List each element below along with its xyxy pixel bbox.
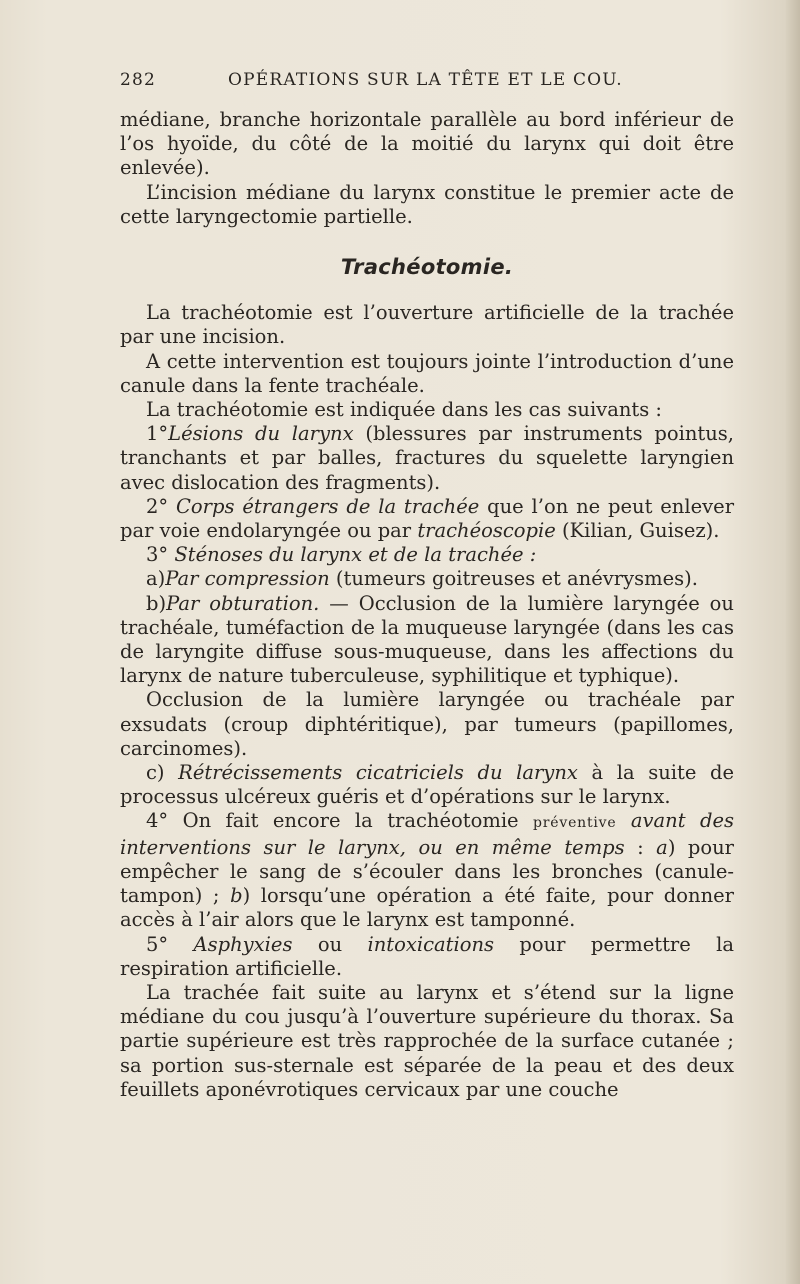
paragraph: La trachée fait suite au larynx et s’étend sur la ligne médiane du cou jusqu’à l’ouverture supérieure du thorax. Sa partie supérieure est très rapprochée de la surface cutanée ; sa portion sus-sternale est séparée de la peau et des deux feuillets aponévrotiques cervicaux par une couche <box>120 980 734 1101</box>
running-title: OPÉRATIONS SUR LA TÊTE ET LE COU. <box>228 70 623 90</box>
paragraph-sub-b: b)Par obturation. — Occlusion de la lumière laryngée ou trachéale, tuméfaction de la muqueuse laryngée (dans les cas de laryngite diffuse sous-muqueuse, dans les affections du larynx de nature tuberculeuse, syphilitique et typhique). <box>120 591 734 688</box>
paragraph-indication-5: 5° Asphyxies ou intoxications pour permettre la respiration artificielle. <box>120 932 734 980</box>
paragraph-sub-c: c) Rétrécissements cicatriciels du larynx à la suite de processus ulcéreux guéris et d’opérations sur le larynx. <box>120 761 734 809</box>
paragraph: La trachéotomie est l’ouverture artificielle de la trachée par une incision. <box>120 301 734 349</box>
paragraph: La trachéotomie est indiquée dans les cas suivants : <box>146 398 662 422</box>
paragraph-indication-2: 2° Corps étrangers de la trachée que l’on ne peut enlever par voie endolaryngée ou par trachéoscopie (Kilian, Guisez). <box>120 494 735 543</box>
body-text <box>120 108 734 1102</box>
paragraph-indication-4: 4° On fait encore la trachéotomie préventive avant des interventions sur le larynx, ou en même temps : a) pour empêcher le sang de s’écouler dans les bronches (canule-tampon) ; b) lorsqu’une opération a été faite, pour donner accès à l’air alors que le larynx est tamponné. <box>120 809 734 932</box>
page-number: 282 <box>120 70 157 90</box>
paragraph-indication-3: 3° Sténoses du larynx et de la trachée : <box>146 543 537 567</box>
paragraph: A cette intervention est toujours jointe l’introduction d’une canule dans la fente trachéale. <box>120 349 734 397</box>
paragraph: L’incision médiane du larynx constitue le premier acte de cette laryngectomie partielle. <box>120 180 734 228</box>
running-header <box>120 70 736 100</box>
paragraph-sub-a: a)Par compression (tumeurs goitreuses et anévrysmes). <box>146 567 698 591</box>
paragraph: Occlusion de la lumière laryngée ou trachéale par exsudats (croup diphtéritique), par tumeurs (papillomes, carcinomes). <box>120 688 734 760</box>
paragraph-indication-1: 1°Lésions du larynx (blessures par instruments pointus, tranchants et par balles, fractures du squelette laryngien avec dislocation des fragments). <box>120 422 735 494</box>
paragraph: médiane, branche horizontale parallèle au bord inférieur de l’os hyoïde, du côté de la moitié du larynx qui doit être enlevée). <box>120 108 734 180</box>
section-title: Trachéotomie. <box>340 255 514 280</box>
page-edge <box>786 0 800 1284</box>
